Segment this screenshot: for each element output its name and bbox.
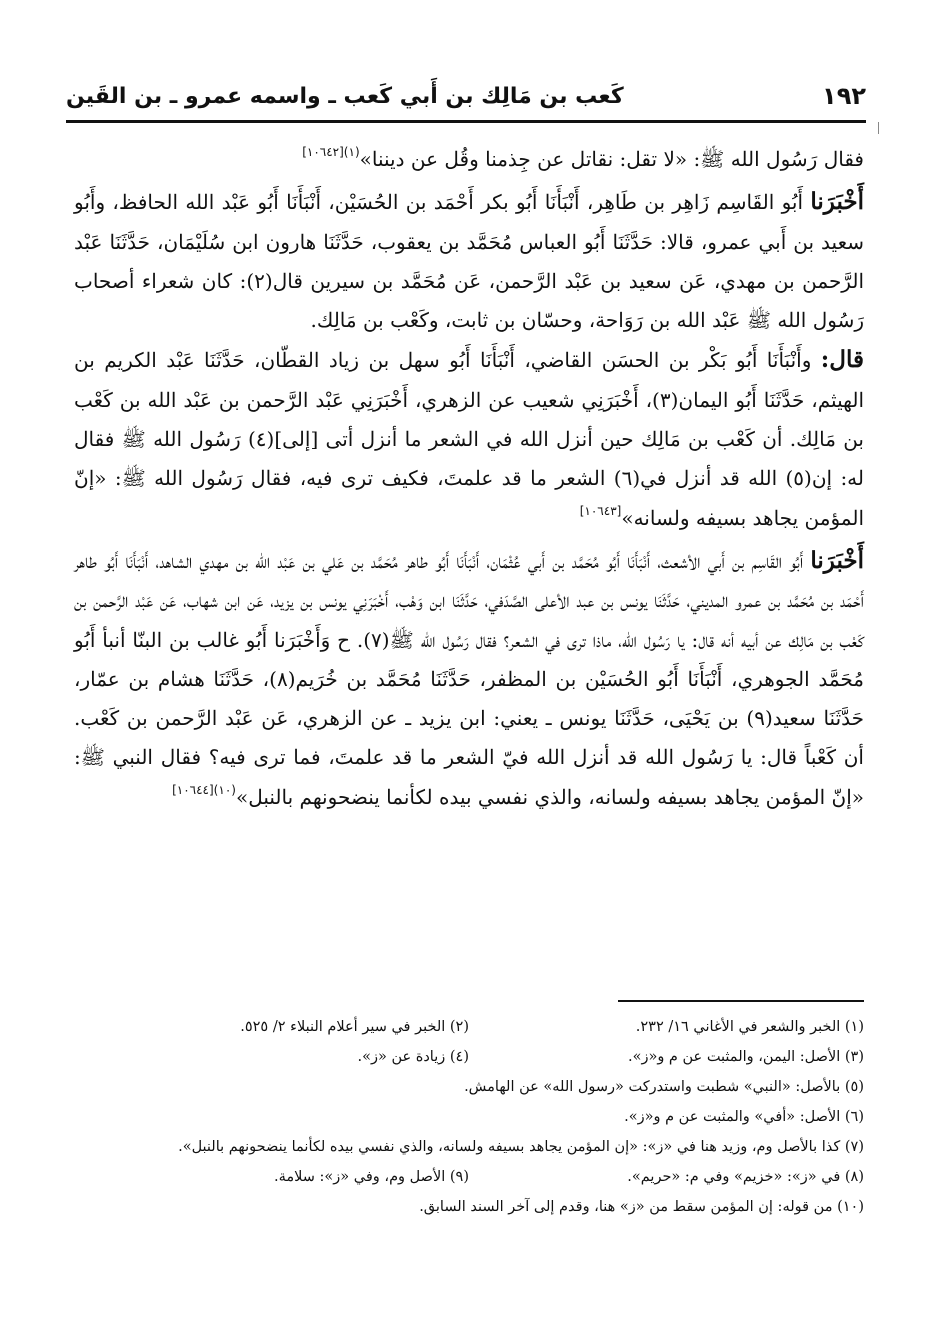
footnote: (١٠) من قوله: إن المؤمن سقط من «ز» هنا، وقدم إلى آخر السند السابق. (419, 1199, 864, 1215)
page-number: ١٩٢ (822, 82, 866, 110)
footnote: (٣) الأصل: اليمن، والمثبت عن م و«ز». (627, 1049, 864, 1065)
paragraph-text: أَبُو القَاسِم زَاهِر بن طَاهِر، أَنْبَأَنَا أَبُو بكر أَحْمَد بن الحُسَيْن، أَنْبَأَنَا أَبُو عَبْد الله الحافظ، وأَبُو سعيد بن أَبي عمرو، قالا: حَدَّثَنَا أَبُو العباس مُحَمَّد بن يعقوب، حَدَّثَنَا هارون ابن سُلَيْمَان، حَدَّثَنَا عَبْد الرَّحمن بن مهدي، عَن سعيد بن عَبْد الرَّحمن، عَن مُحَمَّد بن سيرين قال(٢): كان شعراء أصحاب رَسُول الله ﷺ عَبْد الله بن رَوَاحة، وحسّان بن ثابت، وكَعْب بن مَالِك. (74, 190, 864, 333)
paragraph (74, 140, 864, 182)
footnote: (٧) كذا بالأصل وم، وزيد هنا في «ز»: «إن المؤمن يجاهد بسيفه ولسانه، والذي نفسي بيده لكأنما ينضحونهم بالنبل». (178, 1139, 864, 1155)
main-text (74, 140, 864, 820)
reference-number: [١٠٦٤٣] (579, 503, 622, 518)
footnote-row (74, 1042, 864, 1072)
paragraph (74, 541, 864, 820)
footnote: (٤) زيادة عن «ز». (357, 1049, 469, 1065)
margin-tick (878, 122, 879, 134)
footnote: (٨) في «ز»: «خزيم» وفي م: «حريم». (627, 1169, 864, 1185)
footnotes (74, 1012, 864, 1222)
paragraph-text: فقال رَسُول الله ﷺ: «لا تقل: نقاتل عن جِذمنا وقُل عن ديننا» (359, 147, 864, 171)
narration-marker: أَخْبَرَنا (810, 188, 864, 216)
footnote: (٥) بالأصل: «النبي» شطبت واستدركت «رسول الله» عن الهامش. (464, 1079, 864, 1095)
reference-number: (١)[١٠٦٤٢] (302, 145, 360, 159)
page-header (66, 78, 866, 114)
footnote-row (74, 1012, 864, 1042)
narration-marker: قال: (820, 346, 864, 374)
footnote: (٢) الخبر في سير أعلام النبلاء ٢/ ٥٢٥. (240, 1019, 469, 1035)
footnote: (٦) الأصل: «أفي» والمثبت عن م و«ز». (624, 1109, 864, 1125)
paragraph-text: أَبُو القَاسِم بن أَبي الأشعث، أَنْبَأَنَا أَبُو مُحَمَّد بن أَبي عُثْمَان، أَنْبَأَنَا أَبُو طاهر مُحَمَّد بن عَلي بن عَبْد الله بن مهدي الشاهد، أَنْبَأَنَا أَبُو طاهر أَحْمَد بن مُحَمَّد بن عمرو المديني، حَدَّثَنَا يونس بن عبد الأعلى الصَّدَفي، حَدَّثَنَا ابن وَهْب، أَخْبَرَنِي يونس بن يزيد، عَن ابن شهاب، عَن عَبْد الرَّحمن بن كَعْب بن مَالِك عن أبيه أنه قال: يا رَسُول الله، ماذا ترى في الشعر؟ فقال رَسُول الله ﷺ(٧). ح وَأَخْبَرَنا أَبُو غالب بن البنّا أنبأ أَبُو مُحَمَّد الجوهري، أَنْبَأَنَا أَبُو الحُسَيْن بن المظفر، حَدَّثَنَا مُحَمَّد بن خُرَيم(٨)، حَدَّثَنَا هشام بن عمّار، حَدَّثَنَا سعيد(٩) بن يَحْيَى، حَدَّثَنَا يونس ـ يعني: ابن يزيد ـ عن الزهري، عَن عَبْد الرَّحمن بن كَعْب. أن كَعْباً قال: يا رَسُول الله قد أنزل الله فيّ الشعر ما قد علمتَ، فما ترى فيه؟ فقال النبي ﷺ: «إنّ المؤمن يجاهد بسيفه ولسانه، والذي نفسي بيده لكأنما ينضحونهم بالنبل» (74, 548, 865, 809)
reference-number: (١٠)[١٠٦٤٤] (172, 782, 236, 797)
paragraph (74, 340, 864, 540)
paragraph-text: وأَنْبَأَنَا أَبُو بَكْر بن الحسَن القاضي، أَنْبَأَنَا أَبُو سهل بن زياد القطّان، حَدَّثَنَا عَبْد الكريم بن الهيثم، حَدَّثَنَا أَبُو اليمان(٣)، أَخْبَرَنِي شعيب عن الزهري، أَخْبَرَنِي عَبْد الرَّحمن بن عَبْد الله بن كَعْب بن مَالِك. أن كَعْب بن مَالِك حين أنزل الله في الشعر ما أنزل أتى [إلى](٤) رَسُول الله ﷺ فقال له: إن(٥) الله قد أنزل في(٦) الشعر ما قد علمتَ، فكيف ترى فيه، فقال رَسُول الله ﷺ: «إنّ المؤمن يجاهد بسيفه ولسانه» (74, 348, 865, 530)
header-rule (66, 120, 866, 123)
running-title: كَعب بن مَالِك بن أَبي كَعب ـ واسمه عمرو ـ بن القَين (66, 83, 624, 109)
paragraph (74, 182, 864, 340)
footnote: (٩) الأصل وم، وفي «ز»: سلامة. (273, 1169, 469, 1185)
footnote-rule (618, 1000, 864, 1002)
footnote: (١) الخبر والشعر في الأغاني ١٦/ ٢٣٢. (635, 1019, 864, 1035)
narration-marker: أَخْبَرَنا (810, 546, 864, 574)
footnote-row (74, 1162, 864, 1192)
